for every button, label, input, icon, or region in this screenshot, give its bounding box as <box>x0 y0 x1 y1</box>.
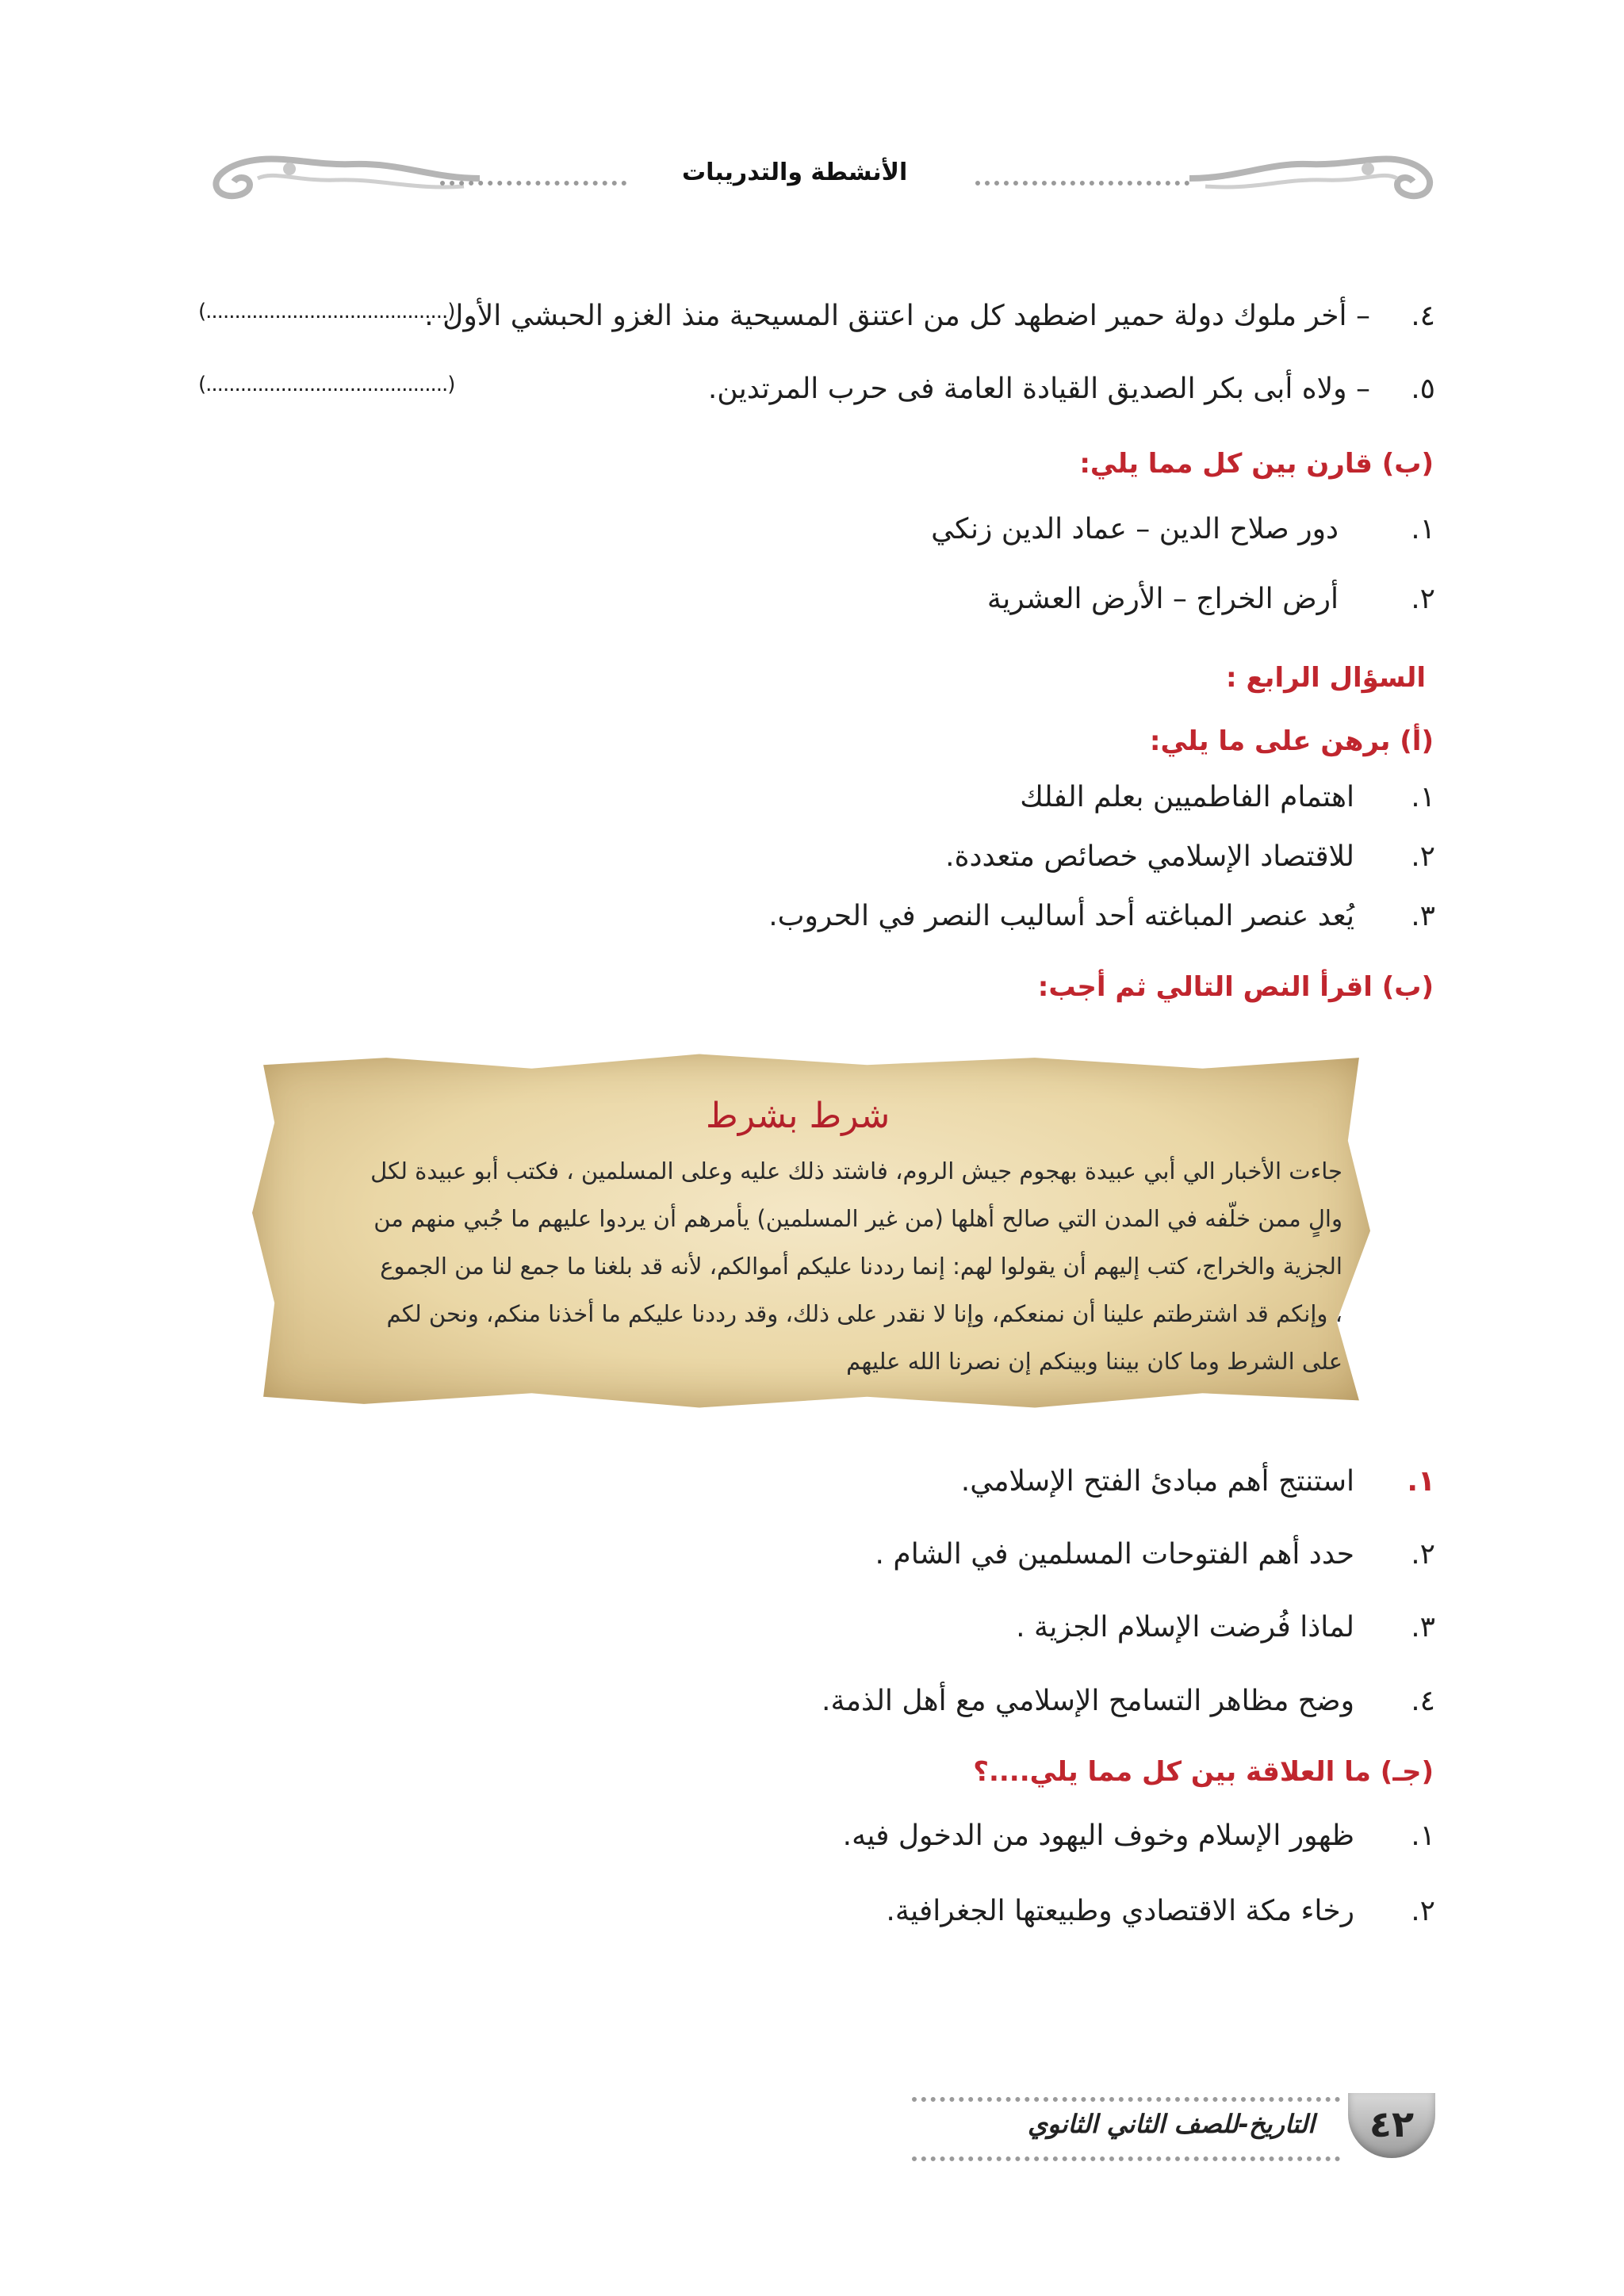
ornament-right-icon <box>1189 147 1435 206</box>
question-heading: السؤال الرابع : <box>1226 662 1426 694</box>
section-heading-prove: (أ) برهن على ما يلي: <box>1149 725 1434 757</box>
item-number: ١. <box>1411 1820 1435 1852</box>
item-number: ٢. <box>1411 1895 1435 1927</box>
item-number: ٣. <box>1411 1611 1435 1644</box>
list-item-text: رخاء مكة الاقتصادي وطبيعتها الجغرافية. <box>886 1895 1354 1927</box>
answer-blank[interactable]: (..........................................) <box>198 300 455 323</box>
list-item-text: للاقتصاد الإسلامي خصائص متعددة. <box>945 840 1354 873</box>
list-item-text: لماذا فُرضت الإسلام الجزية . <box>1016 1611 1354 1644</box>
page-number: ٤٢ <box>1369 2103 1415 2145</box>
list-item-text: حدد أهم الفتوحات المسلمين في الشام . <box>875 1538 1354 1571</box>
item-number: ٣. <box>1411 900 1435 932</box>
passage-line: الجزية والخراج، كتب إليهم أن يقولوا لهم: إنما رددنا عليكم أموالكم، لأنه قد بلغنا ما جمع لنا من الجموع <box>380 1253 1342 1280</box>
passage-title: شرط بشرط <box>706 1096 891 1136</box>
list-item-text: استنتج أهم مبادئ الفتح الإسلامي. <box>960 1465 1354 1498</box>
item-number: ٢. <box>1411 583 1435 615</box>
passage-line: جاءت الأخبار الي أبي عبيدة بهجوم جيش الروم، فاشتد ذلك عليه وعلى المسلمين ، فكتب أبو عبيدة لكل <box>370 1158 1342 1184</box>
list-item-text: اهتمام الفاطميين بعلم الفلك <box>1020 781 1354 813</box>
list-item-text: أرض الخراج – الأرض العشرية <box>986 583 1339 615</box>
ornament-left-icon <box>194 147 480 206</box>
item-number: ١. <box>1407 1465 1435 1498</box>
list-item-text: – أخر ملوك دولة حمير اضطهد كل من اعتنق المسيحية منذ الغزو الحبشي الأول . <box>424 300 1370 332</box>
list-item-text: – ولاه أبى بكر الصديق القيادة العامة فى حرب المرتدين. <box>707 373 1370 405</box>
footer-book-title: التاريخ-للصف الثاني الثانوي <box>1028 2109 1315 2139</box>
item-number: ٤. <box>1411 1685 1435 1717</box>
list-item-text: وضح مظاهر التسامح الإسلامي مع أهل الذمة. <box>822 1685 1354 1717</box>
item-number: ١. <box>1411 781 1435 813</box>
page-header-title: الأنشطة والتدريبات <box>682 159 908 186</box>
list-item <box>1411 373 1435 405</box>
list-item <box>1411 300 1435 332</box>
list-item-text: دور صلاح الدين – عماد الدين زنكي <box>931 513 1339 545</box>
item-number: ٤. <box>1411 300 1435 332</box>
passage-line: والٍ ممن خلّفه في المدن التي صالح أهلها (من غير المسلمين) يأمرهم أن يردوا عليهم ما جُبي منهم من <box>373 1205 1342 1232</box>
section-heading-read: (ب) اقرأ النص التالي ثم أجب: <box>1037 971 1434 1003</box>
header <box>0 143 1624 214</box>
list-item-text: ظهور الإسلام وخوف اليهود من الدخول فيه. <box>842 1820 1354 1852</box>
item-number: ٥. <box>1411 373 1435 405</box>
passage-line: ، وإنكم قد اشترطتم علينا أن نمنعكم، وإنا لا نقدر على ذلك، وقد رددنا عليكم ما أخذنا منكم، ونحن لكم <box>386 1300 1342 1327</box>
item-number: ١. <box>1411 513 1435 545</box>
section-heading-compare: (ب) قارن بين كل مما يلي: <box>1079 448 1434 480</box>
list-item-text: يُعد عنصر المباغته أحد أساليب النصر في الحروب. <box>768 900 1354 932</box>
item-number: ٢. <box>1411 1538 1435 1571</box>
section-heading-relation: (جـ) ما العلاقة بين كل مما يلي....؟ <box>973 1756 1434 1788</box>
passage-line: على الشرط وما كان بيننا وبينكم إن نصرنا الله عليهم <box>846 1348 1342 1375</box>
item-number: ٢. <box>1411 840 1435 873</box>
answer-blank[interactable]: (..........................................) <box>198 373 455 396</box>
page-number-badge <box>1348 2093 1435 2158</box>
